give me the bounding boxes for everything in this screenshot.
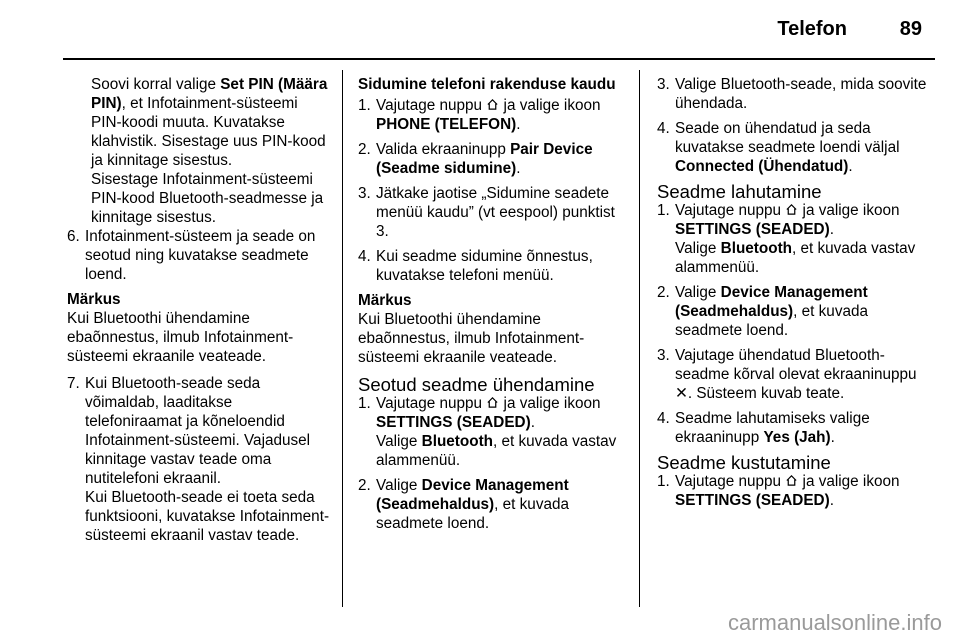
ui-label: Device Management (Seadmehaldus) [376,477,569,513]
header-title: Telefon [777,18,847,40]
item-text: Infotainment-süsteem ja seade on seotud ning kuvatakse seadmete loend. [85,228,316,283]
item-number: 4. [657,410,670,427]
text: Valige [675,240,721,257]
list-item [657,283,927,340]
ui-label: Bluetooth [720,240,793,257]
home-icon [486,396,499,409]
note-text: Kui Bluetoothi ühendamine ebaõnnestus, ilmub Infotainment-süsteemi ekraanile veateade. [358,311,585,366]
text: Vajutage nuppu [376,395,487,412]
text: Vajutage nuppu [376,97,487,114]
item-number: 1. [657,473,670,490]
item-number: 3. [358,185,371,202]
item-number: 1. [358,97,371,114]
text: . [516,160,521,177]
item-number: 4. [358,248,371,265]
item-number: 4. [657,120,670,137]
text: Vajutage nuppu [675,473,786,490]
text: , et kuvada seadmete loend. [675,303,868,339]
text: Seadme lahutamiseks valige ekraaninupp [675,410,870,446]
watermark: carmanualsonline.info [727,610,942,635]
text: ja valige ikoon [499,395,601,412]
note-title: Märkus [358,292,412,309]
item-subtext [376,432,626,470]
list-item [657,119,927,176]
section-heading: Seadme lahutamine [657,181,822,202]
ui-label: PHONE (TELEFON) [376,116,517,133]
list-item [358,96,626,134]
note [67,290,332,366]
ui-label: Connected (Ühendatud) [675,158,849,175]
list-item [67,374,332,545]
item-number: 2. [358,141,371,158]
paragraph [67,75,332,170]
page-header [0,0,960,62]
text: ja valige ikoon [798,473,900,490]
item-subtext [675,239,927,277]
list-item [657,409,927,447]
page-number: 89 [899,18,922,40]
note-text: Kui Bluetoothi ühendamine ebaõnnestus, ilmub Infotainment-süsteemi ekraanile veateade. [67,310,294,365]
text: . [516,116,521,133]
ui-label: Yes (Jah) [763,429,831,446]
ui-label: Pair Device (Seadme sidumine) [376,141,593,177]
note-title: Märkus [67,291,121,308]
text: Vajutage nuppu [675,202,786,219]
item-number: 2. [657,284,670,301]
text: , et kuvada vastav alammenüü. [376,433,617,469]
item-number: 7. [67,375,80,392]
text: . [829,492,834,509]
list-item [358,184,626,241]
item-text: Kui seadme sidumine õnnestus, kuvatakse telefoni menüü. [376,248,593,284]
list-item [358,476,626,533]
ui-label: SETTINGS (SEADED) [675,492,830,509]
sub-heading: Sidumine telefoni rakenduse kaudu [358,76,616,93]
close-icon: ✕ [675,385,688,402]
text: . [848,158,853,175]
column-divider [342,70,343,607]
text: Valige [376,477,422,494]
column-divider [639,70,640,607]
text: Vajutage ühendatud Bluetooth-seadme kõrval olevat ekraaninuppu [675,347,917,383]
paragraph: Sisestage Infotainment-süsteemi PIN-kood Bluetooth-seadmesse ja kinnitage sisestus. [91,171,324,226]
note [358,291,626,367]
item-number: 1. [358,395,371,412]
item-text: Kui Bluetooth-seade seda võimaldab, laaditakse telefoniraamat ja kõneloendid Infotainment-süsteemi. Vajadusel kinnitage vastav teade oma nutitelefoni ekraanil. [85,375,311,487]
text: . [829,221,834,238]
column-3 [657,75,927,516]
list-item [657,201,927,277]
list-item [657,346,927,403]
text: Valige [675,284,721,301]
text: Soovi korral valige [91,76,221,93]
item-number: 3. [657,76,670,93]
text: Seade on ühendatud ja seda kuvatakse seadmete loendi väljal [675,120,900,156]
home-icon [785,474,798,487]
text: , et Infotainment-süsteemi PIN-koodi muuta. Kuvatakse klahvistik. Sisestage uus PIN-kood ja kinnitage sisestus. [91,95,326,169]
column-1 [67,75,332,551]
item-subtext: Kui Bluetooth-seade ei toeta seda funktsiooni, kuvatakse Infotainment-süsteemi ekraanil vastav teade. [85,489,330,544]
home-icon [785,203,798,216]
list-item [358,140,626,178]
text: , et kuvada vastav alammenüü. [675,240,916,276]
ui-label: Set PIN (Määra PIN) [91,76,328,112]
ui-label: Bluetooth [421,433,494,450]
list-item [657,472,927,510]
list-item [67,227,332,284]
list-item [657,75,927,113]
header-rule [63,58,935,60]
ui-label: SETTINGS (SEADED) [376,414,531,431]
ui-label: SETTINGS (SEADED) [675,221,830,238]
text: ja valige ikoon [499,97,601,114]
section-heading: Seotud seadme ühendamine [358,374,595,395]
list-item [358,394,626,470]
item-text: Jätkake jaotise „Sidumine seadete menüü kaudu” (vt eespool) punktist 3. [376,185,615,240]
home-icon [486,98,499,111]
item-text: Valige Bluetooth-seade, mida soovite ühendada. [675,76,927,112]
item-number: 2. [358,477,371,494]
section-heading: Seadme kustutamine [657,452,831,473]
text: Valige [376,433,422,450]
text: Valida ekraaninupp [376,141,511,158]
item-number: 6. [67,228,80,245]
text: , et kuvada seadmete loend. [376,496,569,532]
text: . [830,429,835,446]
ui-label: Device Management (Seadmehaldus) [675,284,868,320]
text: ja valige ikoon [798,202,900,219]
item-number: 1. [657,202,670,219]
list-item [358,247,626,285]
item-number: 3. [657,347,670,364]
text: . Süsteem kuvab teate. [687,385,845,402]
text: . [530,414,535,431]
column-2 [358,75,626,539]
